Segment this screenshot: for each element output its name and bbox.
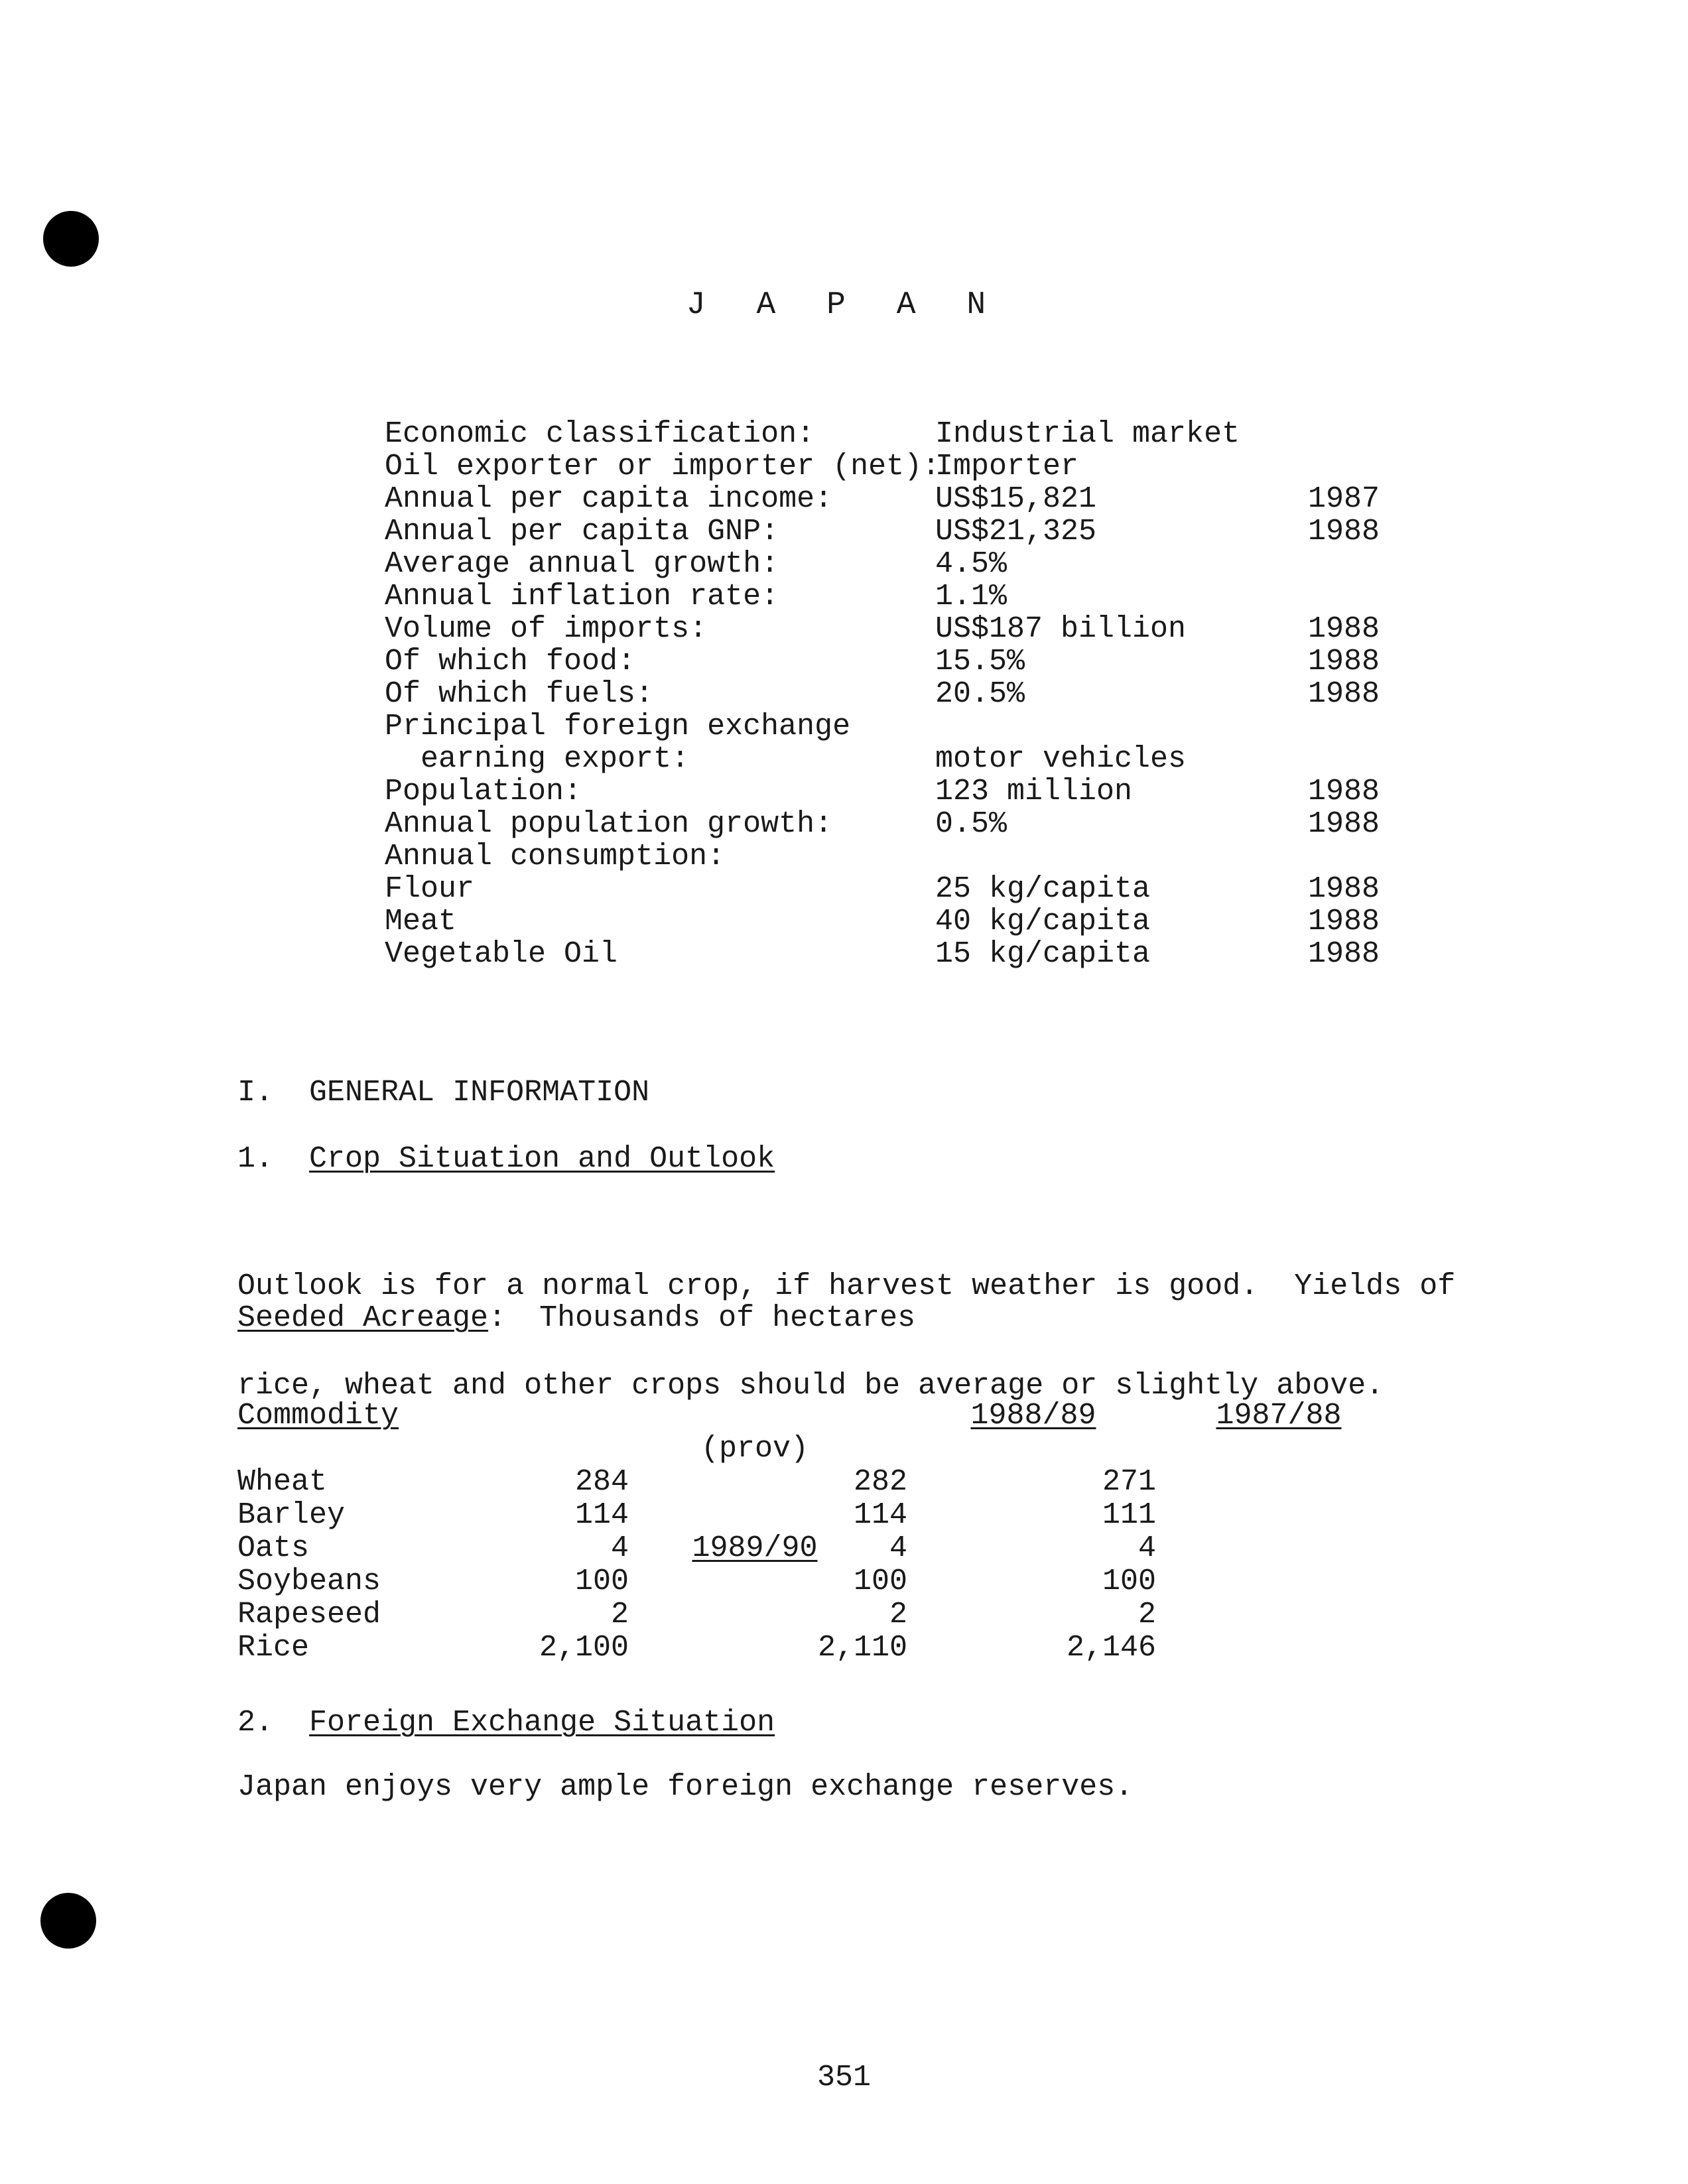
acreage-colon: : [488,1301,507,1335]
fact-value: US$21,325 [935,515,1097,548]
commodity-cell: Soybeans [237,1565,381,1598]
fact-row [385,775,1380,808]
fact-year: 1988 [1307,775,1380,808]
value-1987-88-cell: 2 [1137,1598,1156,1632]
fact-year: 1988 [1307,515,1380,548]
column-header-1988-89: 1988/89 [970,1399,1096,1433]
fact-year: 1988 [1307,645,1380,678]
fact-label: Flour [385,872,475,906]
column-header-commodity: Commodity [237,1399,399,1433]
fact-value: Industrial market [935,417,1240,451]
fact-year: 1988 [1307,905,1380,938]
commodity-cell: Wheat [237,1465,328,1499]
fact-label: Annual population growth: [385,807,833,841]
section-title: GENERAL INFORMATION [309,1076,650,1110]
subsection-title: Crop Situation and Outlook [309,1142,775,1176]
fact-label: Annual inflation rate: [385,580,779,613]
punch-hole-top [43,211,99,267]
fact-row [385,483,1380,515]
outlook-line: Outlook is for a normal crop, if harvest weather is good. Yields of [237,1269,1456,1303]
fact-value: 123 million [935,775,1133,808]
value-1987-88-cell: 2,146 [1066,1631,1156,1665]
page-title: J A P A N [686,287,1002,323]
fact-row [385,808,1380,840]
subsection-heading-crop-situation [237,1141,775,1178]
commodity-cell: Oats [237,1531,310,1565]
fact-year: 1988 [1307,872,1380,906]
forex-paragraph: Japan enjoys very ample foreign exchange reserves. [237,1770,1134,1804]
value-1987-88-cell: 100 [1102,1565,1156,1598]
fact-value: 0.5% [935,807,1007,841]
fact-row [385,515,1380,548]
fact-year: 1988 [1307,807,1380,841]
fact-label: Annual per capita income: [385,482,833,516]
fact-row [385,645,1380,678]
fact-row [385,450,1380,483]
fact-row [385,938,1380,970]
acreage-units: Thousands of hectares [539,1301,916,1335]
fact-value: US$187 billion [935,612,1187,646]
fact-label: Of which food: [385,645,636,678]
value-1987-88-cell: 111 [1102,1498,1156,1532]
value-1989-90-cell: 4 [610,1531,629,1565]
commodity-cell: Rice [237,1631,310,1665]
subsection-title: Foreign Exchange Situation [309,1706,775,1740]
value-1989-90-cell: 284 [574,1465,629,1499]
fact-value: 25 kg/capita [935,872,1151,906]
fact-value: 40 kg/capita [935,905,1151,938]
fact-row [385,710,1380,743]
value-1987-88-cell: 271 [1102,1465,1156,1499]
subsection-heading-foreign-exchange [237,1704,775,1742]
fact-year: 1987 [1307,482,1380,516]
fact-value: 1.1% [935,580,1007,613]
column-header-year: 1989/90 [692,1531,818,1565]
fact-row [385,873,1380,905]
fact-label: Annual per capita GNP: [385,515,779,548]
fact-value: motor vehicles [935,742,1187,776]
punch-hole-bottom [40,1893,96,1949]
value-1988-89-cell: 2,110 [817,1631,907,1665]
table-row [237,1499,1325,1532]
fact-row [385,905,1380,938]
fact-label: Economic classification: [385,417,815,451]
table-row [237,1598,1325,1632]
fact-value: 20.5% [935,677,1025,711]
table-body [237,1466,1325,1665]
fact-label: earning export: [385,742,690,776]
fact-row [385,418,1380,450]
value-1988-89-cell: 4 [889,1531,907,1565]
table-row [237,1565,1325,1598]
fact-label: Vegetable Oil [385,937,618,971]
fact-year: 1988 [1307,937,1380,971]
value-1989-90-cell: 114 [574,1498,629,1532]
commodity-cell: Barley [237,1498,346,1532]
fact-row [385,840,1380,873]
table-row [237,1532,1325,1565]
table-row [237,1466,1325,1499]
column-header-1987-88: 1987/88 [1216,1399,1342,1433]
section-number: I. [237,1076,274,1110]
fact-label: Principal foreign exchange [385,710,851,743]
fact-label: Population: [385,775,582,808]
subsection-number: 1. [237,1142,274,1176]
country-facts-table [385,418,1380,970]
value-1988-89-cell: 100 [853,1565,907,1598]
value-1989-90-cell: 100 [574,1565,629,1598]
value-1988-89-cell: 2 [889,1598,907,1632]
seeded-acreage-caption [237,1300,915,1337]
value-1989-90-cell: 2 [610,1598,629,1632]
fact-row [385,613,1380,645]
fact-value: Importer [935,450,1079,483]
fact-label: Meat [385,905,457,938]
fact-label: Average annual growth: [385,547,779,581]
fact-value: 15 kg/capita [935,937,1151,971]
fact-row [385,678,1380,710]
fact-value: 4.5% [935,547,1007,581]
fact-year: 1988 [1307,677,1380,711]
value-1989-90-cell: 2,100 [539,1631,629,1665]
fact-row [385,743,1380,775]
fact-label: Volume of imports: [385,612,708,646]
table-row [237,1632,1325,1665]
fact-label: Of which fuels: [385,677,654,711]
value-1988-89-cell: 114 [853,1498,907,1532]
section-heading-general-information [237,1074,649,1112]
outlook-line: rice, wheat and other crops should be average or slightly above. [237,1369,1384,1403]
fact-row [385,580,1380,613]
column-header-prov: (prov) [700,1432,809,1466]
fact-value: US$15,821 [935,482,1097,516]
fact-label: Oil exporter or importer (net): [385,450,941,483]
subsection-number: 2. [237,1706,274,1740]
fact-value: 15.5% [935,645,1025,678]
value-1988-89-cell: 282 [853,1465,907,1499]
fact-year: 1988 [1307,612,1380,646]
value-1987-88-cell: 4 [1137,1531,1156,1565]
fact-row [385,548,1380,580]
commodity-cell: Rapeseed [237,1598,381,1632]
fact-label: Annual consumption: [385,840,726,873]
acreage-label: Seeded Acreage [237,1301,489,1335]
page-number: 351 [816,2061,871,2094]
